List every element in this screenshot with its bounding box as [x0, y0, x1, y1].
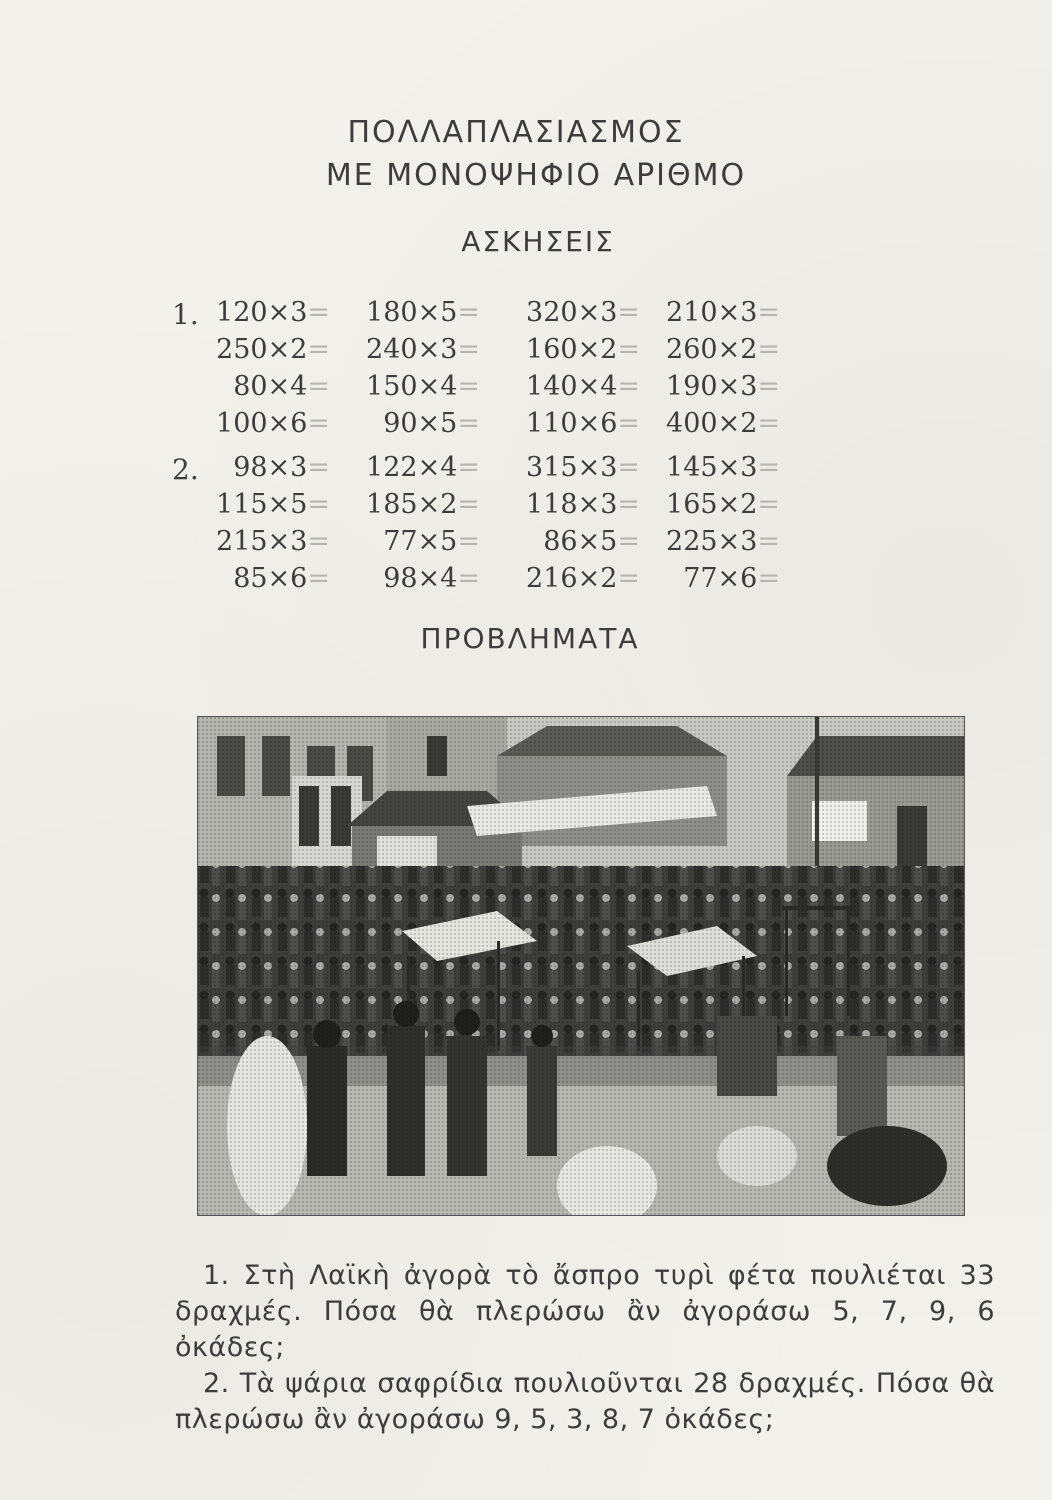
exercise-item: 118×3=	[526, 489, 640, 520]
exercise-item: 100×6=	[216, 408, 330, 439]
exercise-item: 165×2=	[666, 489, 780, 520]
problem-2: 2. Τὰ ψάρια σαφρίδια πουλιοῦνται 28 δραχμές. Πόσα θὰ πλερώσω ἂν ἀγοράσω 9, 5, 3, 8, 7 ὀκάδες;	[175, 1368, 995, 1435]
exercise-item: 150×4=	[366, 371, 480, 402]
exercise-item: 120×3=	[216, 297, 330, 328]
exercise-item: 240×3=	[366, 334, 480, 365]
exercise-item: 77×5=	[383, 526, 480, 557]
market-photo	[197, 716, 965, 1216]
exercise-item: 110×6=	[526, 408, 640, 439]
exercise-row	[160, 526, 860, 563]
exercise-item: 180×5=	[366, 297, 480, 328]
exercise-row	[160, 334, 860, 371]
exercise-item: 320×3=	[526, 297, 640, 328]
exercise-number-2: 2.	[172, 453, 199, 486]
exercise-item: 260×2=	[666, 334, 780, 365]
problem-1: 1. Στὴ Λαϊκὴ ἀγορὰ τὸ ἄσπρο τυρὶ φέτα πουλιέται 33 δραχμές. Πόσα θὰ πλερώσω ἂν ἀγοράσω 5, 7, 9, 6 ὀκάδες;	[175, 1260, 995, 1363]
exercise-item: 160×2=	[526, 334, 640, 365]
exercise-row	[160, 371, 860, 408]
exercise-group-2	[160, 452, 860, 600]
exercise-item: 250×2=	[216, 334, 330, 365]
exercise-row	[160, 297, 860, 334]
exercise-item: 215×3=	[216, 526, 330, 557]
exercise-item: 98×4=	[383, 563, 480, 594]
exercise-row	[160, 489, 860, 526]
exercise-item: 225×3=	[666, 526, 780, 557]
exercise-item: 80×4=	[233, 371, 330, 402]
exercises-title: ΑΣΚΗΣΕΙΣ	[461, 225, 615, 258]
exercise-item: 190×3=	[666, 371, 780, 402]
problems-list	[175, 1258, 995, 1438]
exercise-item: 77×6=	[683, 563, 780, 594]
exercise-item: 122×4=	[366, 452, 480, 483]
exercise-row	[160, 452, 860, 489]
exercise-item: 145×3=	[666, 452, 780, 483]
exercise-item: 216×2=	[526, 563, 640, 594]
heading-line-2: ΜΕ ΜΟΝΟΨΗΦΙΟ ΑΡΙΘΜΟ	[325, 158, 747, 193]
exercise-number-1: 1.	[172, 298, 199, 331]
exercise-item: 210×3=	[666, 297, 780, 328]
market-photo-illustration	[197, 716, 965, 1216]
exercise-item: 86×5=	[543, 526, 640, 557]
exercise-group-1	[160, 297, 860, 445]
exercise-item: 185×2=	[366, 489, 480, 520]
exercise-item: 315×3=	[526, 452, 640, 483]
exercise-item: 98×3=	[233, 452, 330, 483]
exercise-row	[160, 408, 860, 445]
heading-line-1: ΠΟΛΛΑΠΛΑΣΙΑΣΜΟΣ	[347, 115, 685, 150]
exercise-item: 90×5=	[383, 408, 480, 439]
problems-title: ΠΡΟΒΛΗΜΑΤΑ	[420, 622, 640, 655]
exercise-item: 85×6=	[233, 563, 330, 594]
exercise-row	[160, 563, 860, 600]
exercise-item: 400×2=	[666, 408, 780, 439]
exercise-item: 115×5=	[216, 489, 330, 520]
exercise-item: 140×4=	[526, 371, 640, 402]
